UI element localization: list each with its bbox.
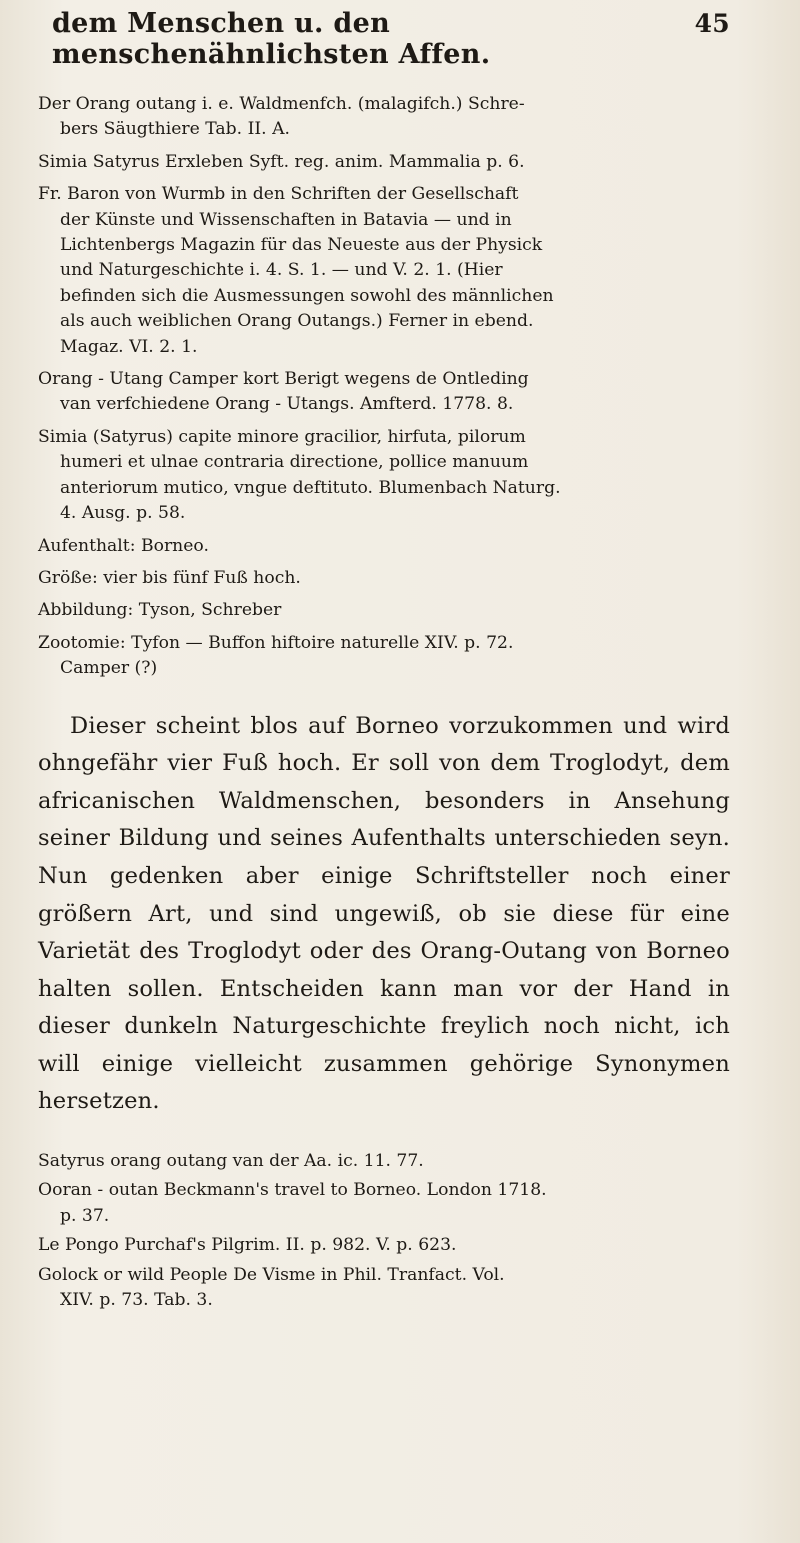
reference-entry-continuation: anteriorum mutico, vngue deftituto. Blumenbach Naturg.: [60, 477, 561, 498]
reference-entry-line: Zootomie: Tyfon — Buffon hiftoire naturelle XIV. p. 72.: [38, 632, 514, 653]
reference-list: [38, 92, 730, 682]
reference-entry-continuation: befinden sich die Ausmessungen sowohl des männlichen: [60, 285, 554, 306]
synonym-entry-line: Satyrus orang outang van der Aa. ic. 11. 77.: [38, 1151, 424, 1172]
reference-entry-continuation: als auch weiblichen Orang Outangs.) Ferner in ebend.: [60, 311, 534, 332]
reference-entry-continuation: Lichtenbergs Magazin für das Neueste aus der Physick: [60, 235, 543, 256]
reference-entry-line: Fr. Baron von Wurmb in den Schriften der Gesellschaft: [38, 184, 519, 205]
page-number: 45: [694, 9, 730, 38]
reference-entry: [38, 534, 730, 559]
reference-entry: [38, 425, 730, 527]
reference-entry: [38, 150, 730, 175]
reference-entry-line: Simia Satyrus Erxleben Syft. reg. anim. Mammalia p. 6.: [38, 151, 525, 172]
reference-entry-line: Der Orang outang i. e. Waldmenfch. (malagifch.) Schre-: [38, 94, 525, 114]
running-header: [52, 8, 730, 70]
reference-entry-line: Größe: vier bis fünf Fuß hoch.: [38, 567, 301, 588]
reference-entry-continuation: van verfchiedene Orang - Utangs. Amfterd. 1778. 8.: [60, 394, 514, 415]
reference-entry: [38, 631, 730, 682]
synonym-entry-line: Ooran - outan Beckmann's travel to Borneo. London 1718.: [38, 1180, 547, 1201]
reference-entry: [38, 566, 730, 591]
synonym-entry-line: Le Pongo Purchaf's Pilgrim. II. p. 982. V. p. 623.: [38, 1235, 457, 1256]
reference-entry: [38, 92, 730, 143]
synonym-entry: [38, 1263, 730, 1314]
reference-entry-continuation: humeri et ulnae contraria directione, pollice manuum: [60, 452, 529, 473]
reference-entry-continuation: der Künste und Wissenschaften in Batavia — und in: [60, 209, 512, 230]
running-title: dem Menschen u. den menschenähnlichsten Affen.: [52, 8, 491, 70]
synonym-entry-continuation: p. 37.: [60, 1205, 110, 1226]
reference-entry: [38, 367, 730, 418]
synonym-list: [38, 1149, 730, 1313]
reference-entry-line: Abbildung: Tyson, Schreber: [38, 600, 282, 621]
synonym-entry-continuation: XIV. p. 73. Tab. 3.: [60, 1290, 213, 1311]
reference-entry-continuation: Magaz. VI. 2. 1.: [60, 336, 198, 357]
reference-entry-line: Simia (Satyrus) capite minore gracilior, hirfuta, pilorum: [38, 426, 526, 447]
synonym-entry: [38, 1233, 730, 1258]
synonym-entry: [38, 1149, 730, 1174]
synonym-entry-line: Golock or wild People De Visme in Phil. Tranfact. Vol.: [38, 1264, 505, 1285]
main-paragraph: Dieser scheint blos auf Borneo vorzukommen und wird ohngefähr vier Fuß hoch. Er soll von dem Troglodyt, dem africanischen Waldmenschen, besonders in Ansehung seiner Bildung und seines Aufenthalts unterschieden seyn. Nun gedenken aber einige Schriftsteller noch einer größern Art, und sind ungewiß, ob sie diese für eine Varietät des Troglodyt oder des Orang-Outang von Borneo halten sollen. Entscheiden kann man vor der Hand in dieser dunkeln Naturgeschichte freylich noch nicht, ich will einige vielleicht zusammen gehörige Synonymen hersetzen.: [38, 712, 730, 1115]
reference-entry-line: Aufenthalt: Borneo.: [38, 535, 209, 556]
reference-entry-continuation: 4. Ausg. p. 58.: [60, 503, 186, 524]
reference-entry: [38, 182, 730, 360]
reference-entry: [38, 598, 730, 623]
reference-entry-continuation: Camper (?): [60, 658, 158, 679]
reference-entry-line: Orang - Utang Camper kort Berigt wegens de Ontleding: [38, 369, 529, 390]
synonym-entry: [38, 1178, 730, 1229]
reference-entry-continuation: und Naturgeschichte i. 4. S. 1. — und V. 2. 1. (Hier: [60, 260, 503, 281]
reference-entry-continuation: bers Säugthiere Tab. II. A.: [60, 119, 290, 140]
